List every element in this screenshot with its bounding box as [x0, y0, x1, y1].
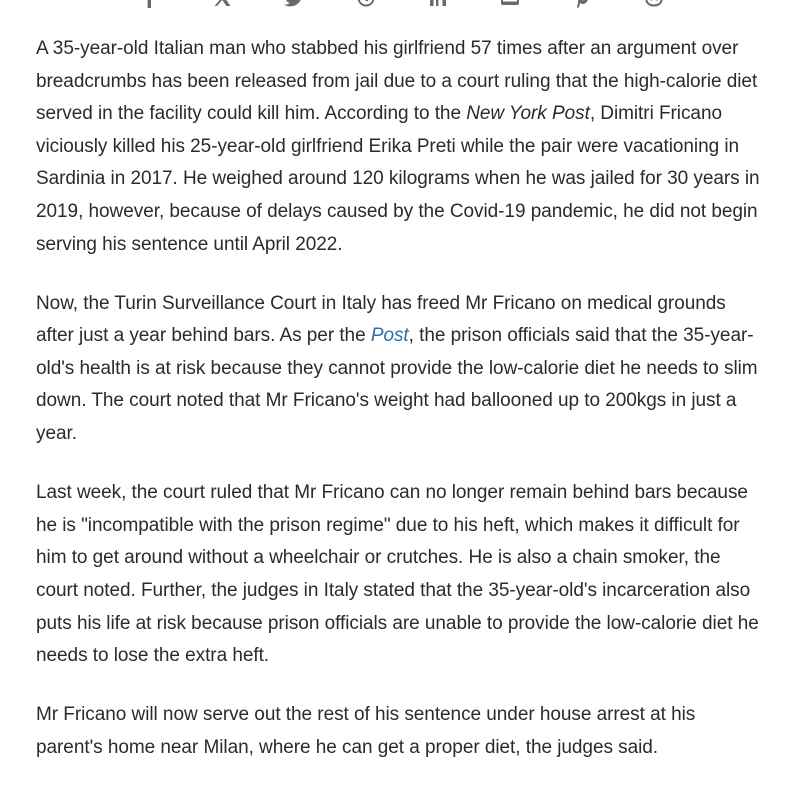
pinterest-icon: [572, 0, 592, 8]
paragraph-2-text-a: Now, the Turin Surveillance Court in Italy has freed Mr Fricano on medical grounds after just a year behind bars. As per the: [36, 292, 726, 347]
article-paragraph-2: [36, 288, 766, 451]
x-icon: [212, 0, 232, 8]
facebook-icon: [140, 0, 160, 8]
reddit-icon: [643, 0, 665, 8]
post-source-link[interactable]: Post: [370, 325, 409, 347]
share-bar: [0, 0, 796, 8]
whatsapp-share-button[interactable]: [350, 0, 382, 8]
facebook-share-button[interactable]: [134, 0, 166, 8]
twitter-share-button[interactable]: [278, 0, 310, 8]
whatsapp-icon: [356, 0, 376, 8]
new-york-post-source: New York Post: [466, 103, 590, 125]
linkedin-icon: [428, 0, 448, 8]
email-icon: [499, 0, 521, 8]
reddit-share-button[interactable]: [638, 0, 670, 8]
linkedin-share-button[interactable]: [422, 0, 454, 8]
twitter-bird-icon: [283, 0, 305, 8]
email-share-button[interactable]: [494, 0, 526, 8]
paragraph-2-text-b: , the prison officials said that the 35-year-old's health is at risk because they cannot provide the low-calorie diet he needs to slim down. The court noted that Mr Fricano's weight had ballooned up to 200kgs in just a year.: [36, 325, 758, 445]
x-share-button[interactable]: [206, 0, 238, 8]
paragraph-1-text-a: A 35-year-old Italian man who stabbed his girlfriend 57 times after an argument over breadcrumbs has been released from jail due to a court ruling that the high-calorie diet served in the facility could kill him. According to the: [36, 38, 758, 125]
pinterest-share-button[interactable]: [566, 0, 598, 8]
article-paragraph-3: Last week, the court ruled that Mr Fricano can no longer remain behind bars because he is "incompatible with the prison regime" due to his heft, which makes it difficult for him to get around without a wheelchair or crutches. He is also a chain smoker, the court noted. Further, the judges in Italy stated that the 35-year-old's incarceration also puts his life at risk because prison officials are unable to provide the low-calorie diet he needs to lose the extra heft.: [36, 482, 759, 667]
article-body: [36, 33, 766, 791]
paragraph-1-text-b: , Dimitri Fricano viciously killed his 25-year-old girlfriend Erika Preti while the pair were vacationing in Sardinia in 2017. He weighed around 120 kilograms when he was jailed for 30 years in 2019, however, because of delays caused by the Covid-19 pandemic, he did not begin serving his sentence until April 2022.: [36, 103, 760, 255]
article-paragraph-1: [36, 33, 766, 261]
article-paragraph-4: Mr Fricano will now serve out the rest of his sentence under house arrest at his parent's home near Milan, where he can get a proper diet, the judges said.: [36, 704, 696, 758]
